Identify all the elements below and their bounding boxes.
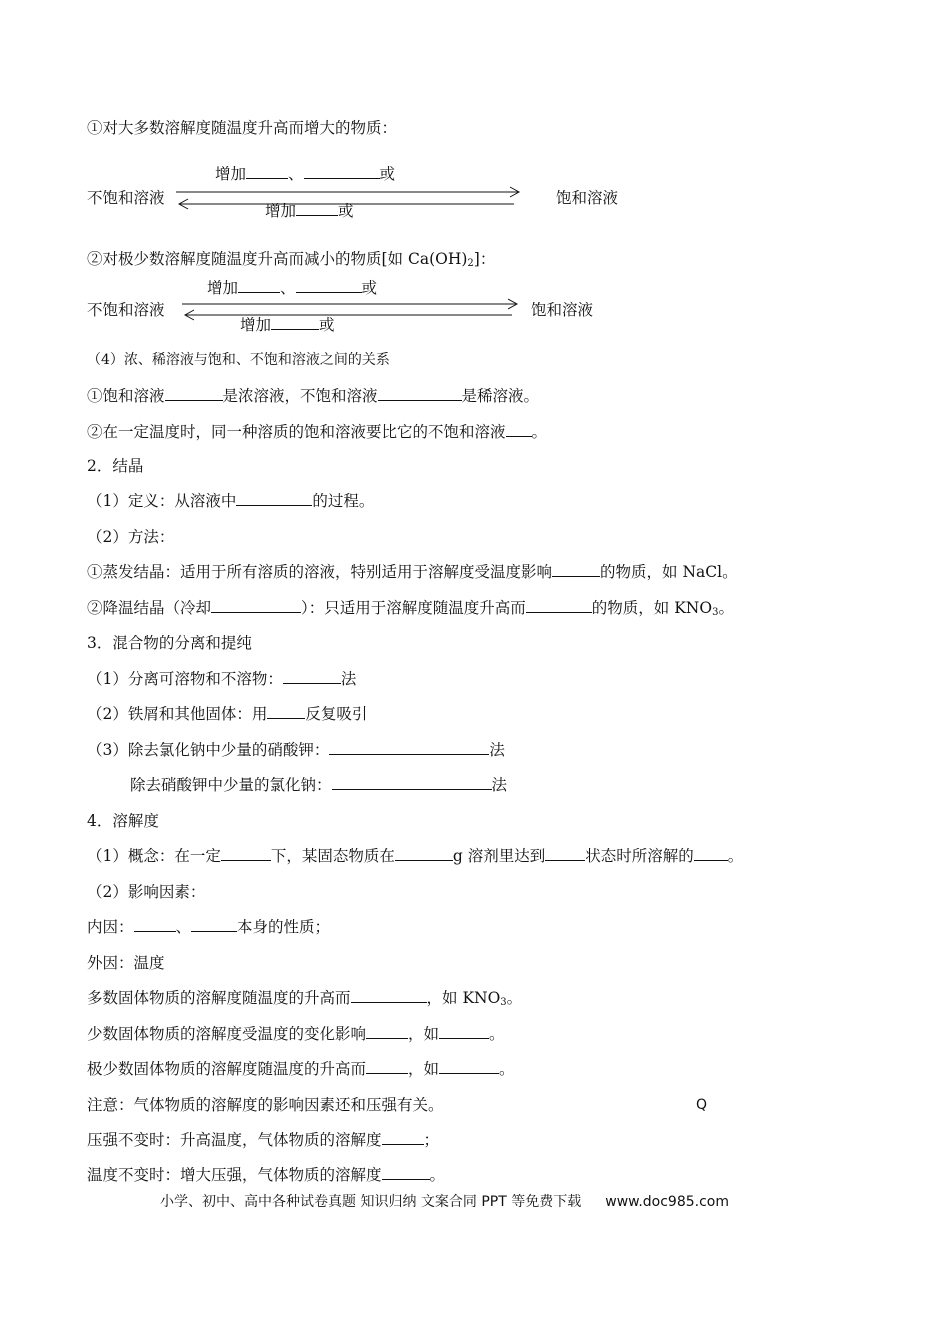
footer-url[interactable]: www.doc985.com (605, 1194, 729, 1210)
condition-1-heading: ①对大多数溶解度随温度升高而增大的物质： (87, 119, 398, 137)
text-line: （1）分离可溶物和不溶物： 法 (87, 670, 357, 688)
diagram-1-bottom-label: 增加 或 (265, 202, 354, 220)
text-line: 多数固体物质的溶解度随温度的升高而 ，如 $KNO_3$。 (87, 989, 523, 1008)
double-arrow-icon (180, 296, 525, 322)
footer (160, 1191, 729, 1211)
text-line: 温度不变时：增大压强，气体物质的溶解度 。 (87, 1166, 446, 1184)
diagram-2-right-label: 饱和溶液 (531, 301, 594, 319)
blank[interactable] (304, 164, 380, 179)
footer-text: 小学、初中、高中各种试卷真题 知识归纳 文案合同 PPT 等免费下载 (160, 1194, 582, 1210)
section-heading: 2．结晶 (87, 457, 144, 475)
blank[interactable] (238, 278, 280, 293)
blank[interactable] (283, 669, 341, 684)
blank[interactable] (545, 846, 585, 861)
blank[interactable] (366, 1024, 408, 1039)
text-line: ②降温结晶（冷却 ）：只适用于溶解度随温度升高而 的物质，如 $KNO_3$。 (87, 599, 734, 618)
blank[interactable] (191, 917, 237, 932)
diagram-2-left-label: 不饱和溶液 (87, 301, 165, 319)
text-line: （2）铁屑和其他固体：用 反复吸引 (87, 705, 368, 723)
blank[interactable] (332, 775, 492, 790)
text-line: 少数固体物质的溶解度受温度的变化影响 ，如 。 (87, 1025, 505, 1043)
diagram-2-top-label: 增加 、 或 (207, 279, 378, 297)
text-line: （1）定义：从溶液中 的过程。 (87, 492, 375, 510)
text-line: 内因： 、 本身的性质； (87, 918, 331, 936)
blank[interactable] (382, 1130, 424, 1145)
text-line: （2）影响因素： (87, 883, 206, 901)
blank[interactable] (439, 1024, 489, 1039)
text-line: （1）概念：在一定 下，某固态物质在 g 溶剂里达到 状态时所溶解的 。 (87, 847, 744, 865)
section-heading: 3．混合物的分离和提纯 (87, 634, 252, 652)
text-line: ②在一定温度时，同一种溶质的饱和溶液要比它的不饱和溶液 。 (87, 423, 548, 441)
blank[interactable] (506, 422, 532, 437)
blank[interactable] (296, 278, 362, 293)
text-line: 除去硝酸钾中少量的氯化钠： 法 (130, 776, 508, 794)
text-line: 外因：温度 (87, 954, 165, 972)
blank[interactable] (267, 704, 305, 719)
blank[interactable] (165, 386, 223, 401)
blank[interactable] (296, 201, 338, 216)
diagram-1-top-label: 增加 、 或 (215, 165, 396, 183)
text-line: ①饱和溶液 是浓溶液，不饱和溶液 是稀溶液。 (87, 387, 540, 405)
blank[interactable] (329, 740, 489, 755)
text-line: 注意：气体物质的溶解度的影响因素还和压强有关。 (87, 1096, 444, 1114)
text-line: 极少数固体物质的溶解度随温度的升高而 ，如 。 (87, 1060, 515, 1078)
blank[interactable] (694, 846, 728, 861)
blank[interactable] (395, 846, 453, 861)
text-line: ①蒸发结晶：适用于所有溶质的溶液，特别适用于溶解度受温度影响 的物质，如 NaCl。 (87, 563, 738, 581)
blank[interactable] (439, 1059, 499, 1074)
condition-2-heading: ②对极少数溶解度随温度升高而减小的物质[如 $Ca(OH)_2$]： (87, 250, 496, 269)
text-line: （2）方法： (87, 528, 175, 546)
text-line: （3）除去氯化钠中少量的硝酸钾： 法 (87, 741, 505, 759)
blank[interactable] (236, 491, 312, 506)
text-line: 压强不变时：升高温度，气体物质的溶解度 ； (87, 1131, 440, 1149)
blank[interactable] (552, 562, 600, 577)
section-4-heading: （4）浓、稀溶液与饱和、不饱和溶液之间的关系 (87, 352, 390, 368)
blank[interactable] (271, 315, 319, 330)
blank[interactable] (378, 386, 462, 401)
blank[interactable] (526, 598, 592, 613)
blank[interactable] (211, 598, 301, 613)
diagram-1-right-label: 饱和溶液 (556, 189, 619, 207)
blank[interactable] (351, 988, 427, 1003)
diagram-1-left-label: 不饱和溶液 (87, 189, 165, 207)
blank[interactable] (246, 164, 288, 179)
section-heading: 4．溶解度 (87, 812, 159, 830)
q-mark: Q (696, 1097, 708, 1113)
blank[interactable] (221, 846, 271, 861)
diagram-2-bottom-label: 增加 或 (240, 316, 335, 334)
blank[interactable] (366, 1059, 408, 1074)
blank[interactable] (382, 1165, 430, 1180)
blank[interactable] (134, 917, 176, 932)
